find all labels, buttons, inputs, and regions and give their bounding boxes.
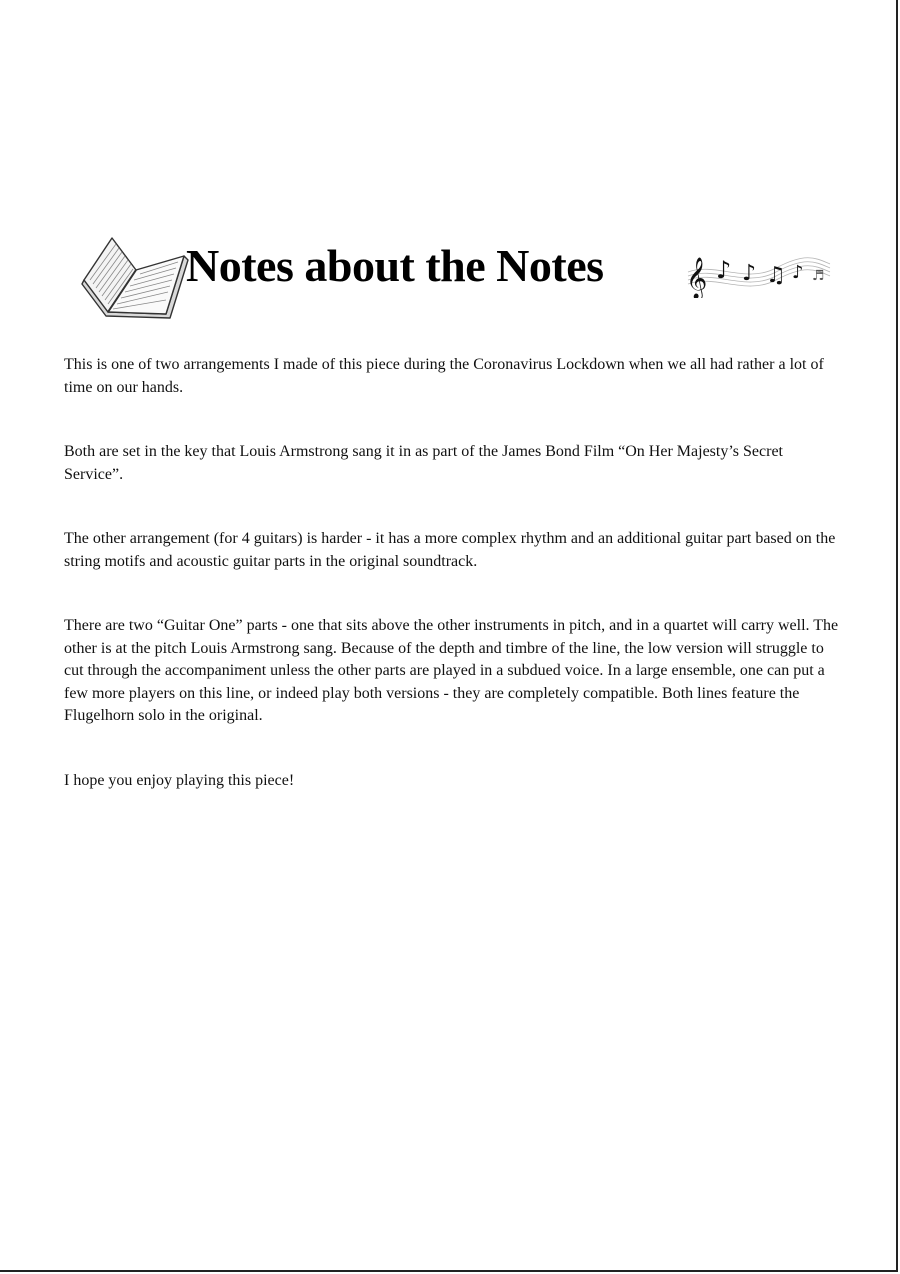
svg-text:♬: ♬ xyxy=(812,268,825,284)
notes-body xyxy=(64,354,839,792)
paragraph: There are two “Guitar One” parts - one that sits above the other instruments in pitch, and in a quartet will carry well. The other is at the pitch Louis Armstrong sang. Because of the depth and timbre of the line, the low version will struggle to cut through the accompaniment unless the other parts are played in a subdued voice. In a large ensemble, one can put a few more players on this line, or indeed play both versions - they are completely compatible. Both lines feature the Flugelhorn solo in the original. xyxy=(64,617,839,724)
paragraph: I hope you enjoy playing this piece! xyxy=(64,771,295,789)
paragraph: This is one of two arrangements I made of this piece during the Coronavirus Lockdown when we all had rather a lot of time on our hands. xyxy=(64,356,824,396)
music-notes-icon xyxy=(686,238,831,298)
page-title: Notes about the Notes xyxy=(186,240,604,291)
open-book-icon xyxy=(78,230,193,320)
paragraph: Both are set in the key that Louis Armstrong sang it in as part of the James Bond Film “On Her Majesty’s Secret Service”. xyxy=(64,443,783,483)
svg-text:𝄞: 𝄞 xyxy=(686,258,708,298)
svg-text:♪: ♪ xyxy=(792,262,804,283)
svg-text:♫: ♫ xyxy=(766,263,786,288)
svg-text:♪: ♪ xyxy=(716,256,732,284)
svg-text:♪: ♪ xyxy=(742,261,757,286)
paragraph: The other arrangement (for 4 guitars) is harder - it has a more complex rhythm and an additional guitar part based on the string motifs and acoustic guitar parts in the original soundtrack. xyxy=(64,530,836,570)
page-header xyxy=(78,230,830,325)
